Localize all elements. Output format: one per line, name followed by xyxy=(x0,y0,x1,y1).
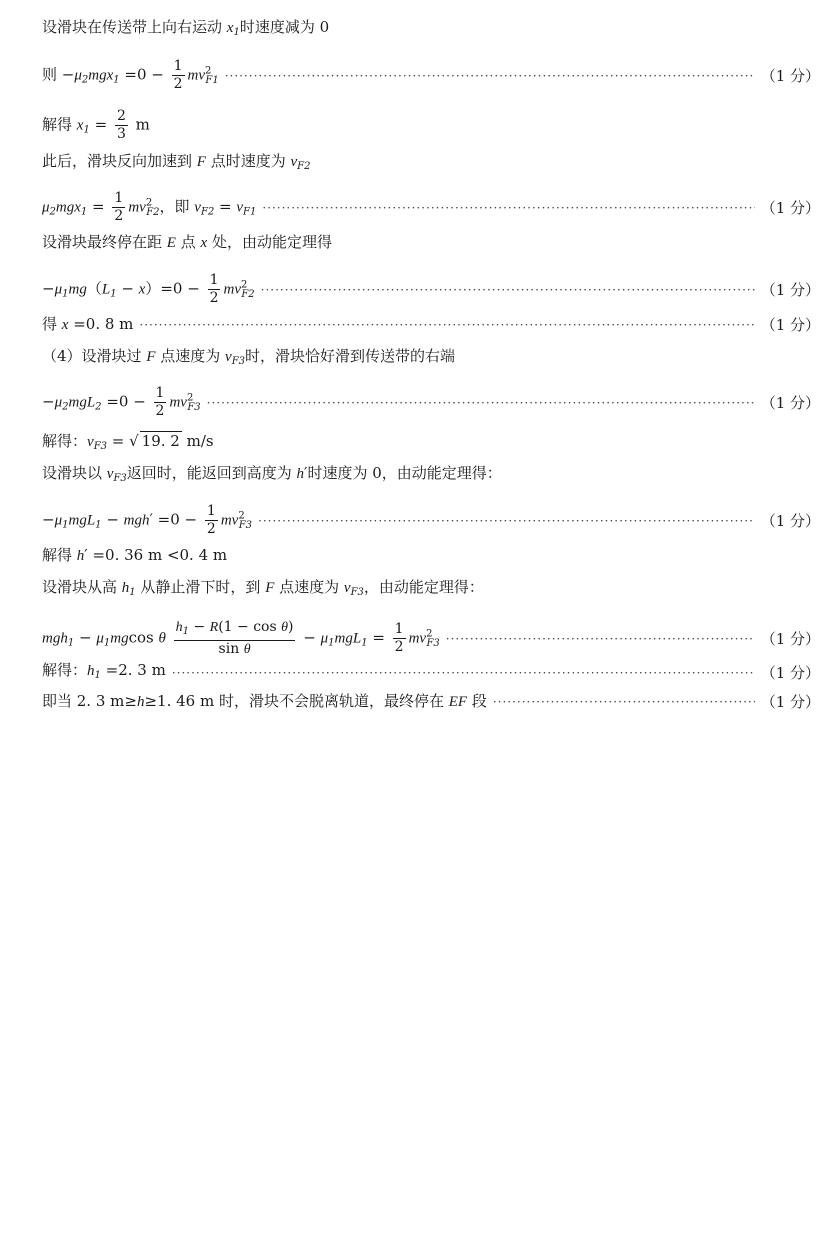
text-line-6: 设滑块最终停在距 E 点 x 处，由动能定理得 xyxy=(42,233,332,251)
text-line-11: 解得：$v_{F3}$ = √ 19. 2 m/s xyxy=(42,432,214,452)
score-label: （1 分） xyxy=(760,629,820,648)
equation-line-16: $mgh_1 - \mu_1mgcos$ θ $\frac{h_1 - R(1 - \cos \theta)}{\text{sin θ}}$ − $\mu_1mgL_1$ = $\frac{1}{2}$ $mv^2_{F3}$ ····· （1 分） xyxy=(42,619,820,658)
dot-leader xyxy=(262,198,754,218)
score-label: （1 分） xyxy=(760,315,820,334)
equation-line-13: $-\mu_1mgL_1 - mgh' =0$ − $\frac{1}{2}$ $mv^2_{F3}$ ····· （1 分） xyxy=(42,503,820,538)
equation-line-17: 解得：$h_1 =2$. 3 m ····· （1 分） xyxy=(42,660,820,686)
dot-leader xyxy=(258,511,755,531)
score-label: （1 分） xyxy=(760,664,820,682)
dot-leader xyxy=(446,629,755,649)
dot-leader xyxy=(493,692,755,712)
score-label: （1 分） xyxy=(760,393,820,412)
equation-line-8: 得 x =0. 8 m ····· （1 分） xyxy=(42,314,820,335)
dot-leader xyxy=(139,315,754,335)
dot-leader xyxy=(225,66,755,86)
score-label: （1 分） xyxy=(760,511,820,530)
text-line-12: 设滑块以 $v_{F3}$返回时，能返回到高度为 h′时速度为 0，由动能定理得： xyxy=(42,464,502,484)
dot-leader xyxy=(207,393,755,413)
text-line-3: 解得 $x_1$ = $\frac{2}{3}$ m xyxy=(42,108,150,142)
text-line-4: 此后，滑块反向加速到 F 点时速度为 $v_{F2}$ xyxy=(42,152,311,172)
dot-leader xyxy=(172,663,755,683)
score-label: （1 分） xyxy=(760,280,820,299)
dot-leader xyxy=(261,280,755,300)
text-line-15: 设滑块从高 $h_1$ 从静止滑下时，到 F 点速度为 $v_{F3}$，由动能定理得： xyxy=(42,578,484,598)
equation-line-18: 即当 2. 3 m≥h≥1. 46 m 时，滑块不会脱离轨道，最终停在 EF 段 ····· （1 分） xyxy=(42,691,820,712)
text-line-1: 设滑块在传送带上向右运动 $x_1$时速度减为 0 xyxy=(42,18,330,38)
equation-line-10: $-\mu_2mgL_2 =0$ − $\frac{1}{2}$ $mv^2_{F3}$ ····· （1 分） xyxy=(42,385,820,420)
equation-line-7: $-\mu_1mg(L_1 - x)=0$ − $\frac{1}{2}$ $mv^2_{F2}$ ····· （1 分） xyxy=(42,272,820,307)
score-label: （1 分） xyxy=(760,198,820,217)
score-label: （1 分） xyxy=(760,692,820,711)
equation-line-2: 则 $-\mu_2mgx_1 =0$ − $\frac{1}{2}$ $mv^2_{F1}$ ····· （1 分） xyxy=(42,58,820,93)
equation-line-5: $\mu_2mgx_1$ = $\frac{1}{2}$ $mv^2_{F2}$，即 $v_{F2} = v_{F1}$ ····· （1 分） xyxy=(42,190,820,225)
score-label: （1 分） xyxy=(760,66,820,85)
text-line-14: 解得 h′ =0. 36 m <0. 4 m xyxy=(42,546,228,564)
text-line-9: （4）设滑块过 F 点速度为 $v_{F3}$时，滑块恰好滑到传送带的右端 xyxy=(42,347,456,367)
